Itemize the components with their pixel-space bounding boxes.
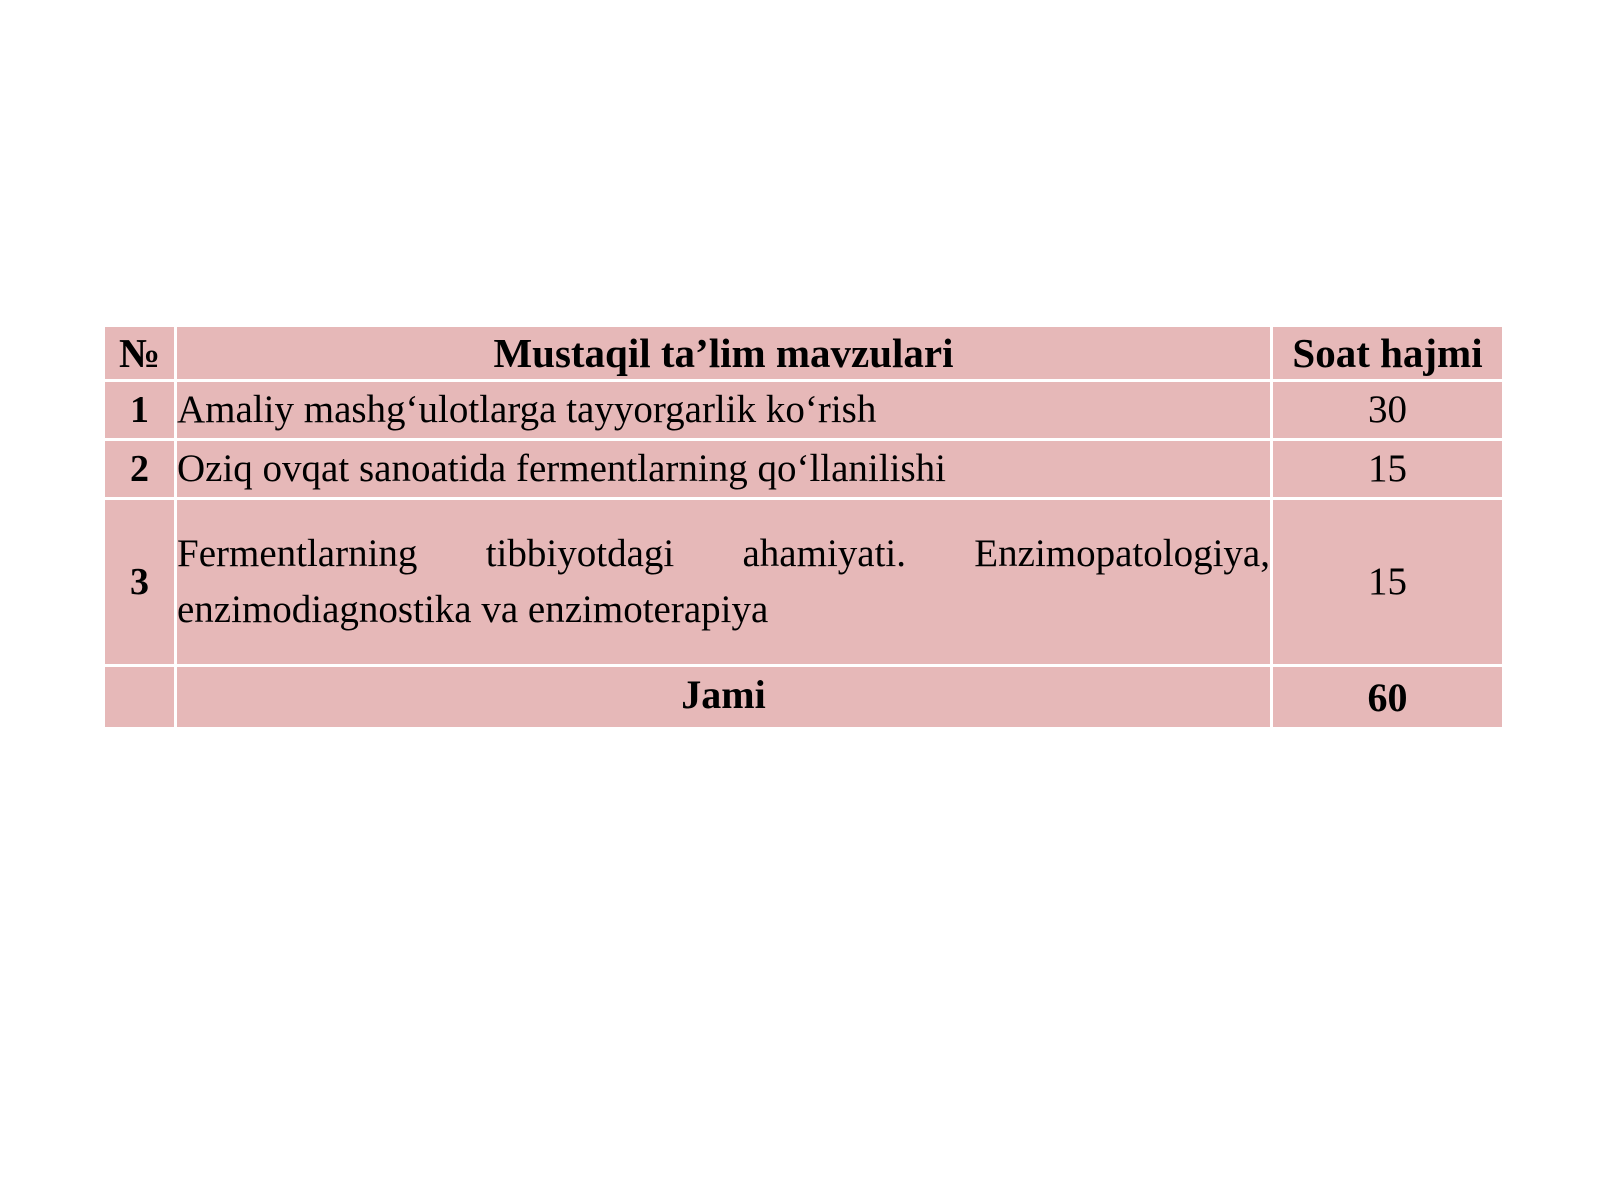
- total-label: Jami: [176, 666, 1272, 729]
- row-topic: Fermentlarning tibbiyotdagi ahamiyati. Enzimopatologiya, enzimodiagnostika va enzimoterapiya: [176, 499, 1272, 666]
- header-hours: Soat hajmi: [1272, 326, 1504, 381]
- total-empty-cell: [104, 666, 176, 729]
- row-topic: Oziq ovqat sanoatida fermentlarning qo‘llanilishi: [176, 440, 1272, 499]
- row-hours: 15: [1272, 499, 1504, 666]
- total-row: [104, 666, 1504, 729]
- table-header-row: [104, 326, 1504, 381]
- table-row: [104, 440, 1504, 499]
- table-row: [104, 381, 1504, 440]
- header-topic: Mustaqil ta’lim mavzulari: [176, 326, 1272, 381]
- topics-table: [102, 324, 1505, 730]
- total-hours: 60: [1272, 666, 1504, 729]
- row-number: 2: [104, 440, 176, 499]
- table-row: [104, 499, 1504, 666]
- row-number: 3: [104, 499, 176, 666]
- header-number: №: [104, 326, 176, 381]
- row-hours: 30: [1272, 381, 1504, 440]
- row-topic: Amaliy mashg‘ulotlarga tayyorgarlik ko‘rish: [176, 381, 1272, 440]
- topics-table-container: [102, 324, 1502, 730]
- row-hours: 15: [1272, 440, 1504, 499]
- row-number: 1: [104, 381, 176, 440]
